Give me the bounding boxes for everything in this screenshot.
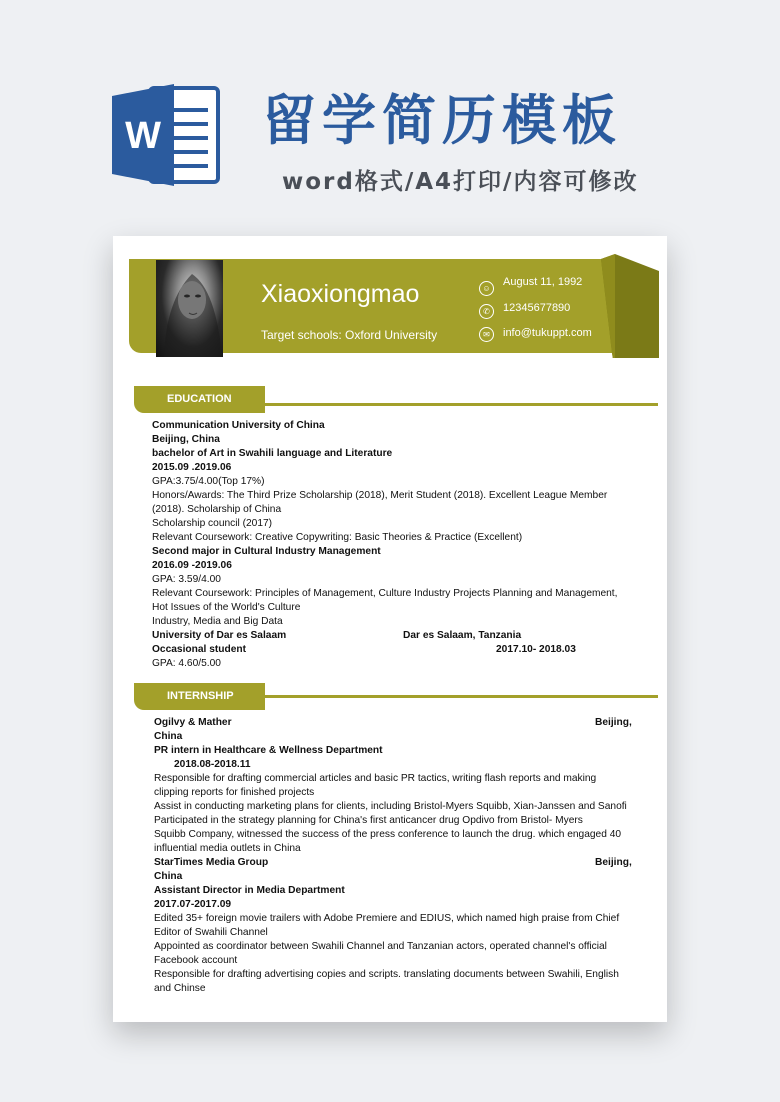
education-line-right: Dar es Salaam, Tanzania <box>403 630 522 641</box>
internship-rule <box>263 695 658 698</box>
internship-line: Appointed as coordinator between Swahili Channel and Tanzanian actors, operated channel's official <box>154 941 607 952</box>
education-line: bachelor of Art in Swahili language and Literature <box>152 448 393 459</box>
internship-line: clipping reports for finished projects <box>154 787 315 798</box>
education-line: Second major in Cultural Industry Management <box>152 546 381 557</box>
education-line: Industry, Media and Big Data <box>152 616 283 627</box>
resume-page <box>113 236 667 1022</box>
phone-icon: ✆ <box>479 304 494 319</box>
education-line: (2018). Scholarship of China <box>152 504 282 515</box>
education-line: GPA: 3.59/4.00 <box>152 574 221 585</box>
word-logo-icon <box>112 80 222 190</box>
education-line: Hot Issues of the World's Culture <box>152 602 301 613</box>
internship-line: China <box>154 731 183 742</box>
header-fold-decoration <box>601 254 661 358</box>
internship-line: Responsible for drafting commercial articles and basic PR tactics, writing flash reports and making <box>154 773 597 784</box>
education-heading-tab <box>134 386 265 413</box>
internship-line-right: Beijing, <box>595 857 632 868</box>
education-line: University of Dar es Salaam <box>152 630 287 641</box>
internship-line: 2017.07-2017.09 <box>154 899 232 910</box>
internship-line: Squibb Company, witnessed the success of the press conference to launch the drug. which engaged 40 <box>154 829 622 840</box>
internship-line: Ogilvy & Mather <box>154 717 232 728</box>
education-rule <box>263 403 658 406</box>
profile-photo <box>156 260 223 357</box>
education-line: Relevant Coursework: Creative Copywriting: Basic Theories & Practice (Excellent) <box>152 532 523 543</box>
internship-line: PR intern in Healthcare & Wellness Department <box>154 745 383 756</box>
internship-line: Participated in the strategy planning for China's first anticancer drug Opdivo from Bristol- Myers <box>154 815 583 826</box>
internship-line: Assist in conducting marketing plans for clients, including Bristol-Myers Squibb, Xian-Janssen and Sanofi <box>154 801 627 812</box>
education-line: GPA: 4.60/5.00 <box>152 658 221 669</box>
internship-heading-tab <box>134 683 265 710</box>
email-icon: ✉ <box>479 327 494 342</box>
education-line: Honors/Awards: The Third Prize Scholarship (2018), Merit Student (2018). Excellent League Member <box>152 490 608 501</box>
banner-subtitle: word格式/A4打印/内容可修改 <box>282 169 639 195</box>
target-schools: Target schools: Oxford University <box>261 328 438 342</box>
candidate-name: Xiaoxiongmao <box>261 280 420 308</box>
internship-line: StarTimes Media Group <box>154 857 269 868</box>
internship-line: China <box>154 871 183 882</box>
banner-title: 留学简历模板 <box>262 89 622 152</box>
internship-line: Edited 35+ foreign movie trailers with Adobe Premiere and EDIUS, which named high praise from Chief <box>154 913 620 924</box>
education-line: Beijing, China <box>152 434 220 445</box>
birthday-text: August 11, 1992 <box>503 276 583 288</box>
internship-line: Responsible for drafting advertising copies and scripts. translating documents between Swahili, English <box>154 969 619 980</box>
internship-line: Assistant Director in Media Department <box>154 885 345 896</box>
phone-text: 12345677890 <box>503 302 571 314</box>
education-line: GPA:3.75/4.00(Top 17%) <box>152 476 265 487</box>
internship-line-right: Beijing, <box>595 717 632 728</box>
internship-line: influential media outlets in China <box>154 843 301 854</box>
word-logo-letter: W <box>125 115 161 157</box>
education-line: 2016.09 -2019.06 <box>152 560 232 571</box>
internship-line: Editor of Swahili Channel <box>154 927 268 938</box>
internship-line: Facebook account <box>154 955 238 966</box>
education-heading: EDUCATION <box>167 393 232 405</box>
education-line: Scholarship council (2017) <box>152 518 273 529</box>
education-line: 2015.09 .2019.06 <box>152 462 232 473</box>
education-line-right: 2017.10- 2018.03 <box>496 644 576 655</box>
person-icon: ☺ <box>479 281 494 296</box>
education-line: Relevant Coursework: Principles of Management, Culture Industry Projects Planning and Management, <box>152 588 618 599</box>
internship-line: 2018.08-2018.11 <box>174 759 251 770</box>
internship-line: and Chinse <box>154 983 206 994</box>
internship-heading: INTERNSHIP <box>167 690 234 702</box>
email-text: info@tukuppt.com <box>503 327 592 339</box>
education-line: Communication University of China <box>152 420 325 431</box>
education-line: Occasional student <box>152 644 246 655</box>
